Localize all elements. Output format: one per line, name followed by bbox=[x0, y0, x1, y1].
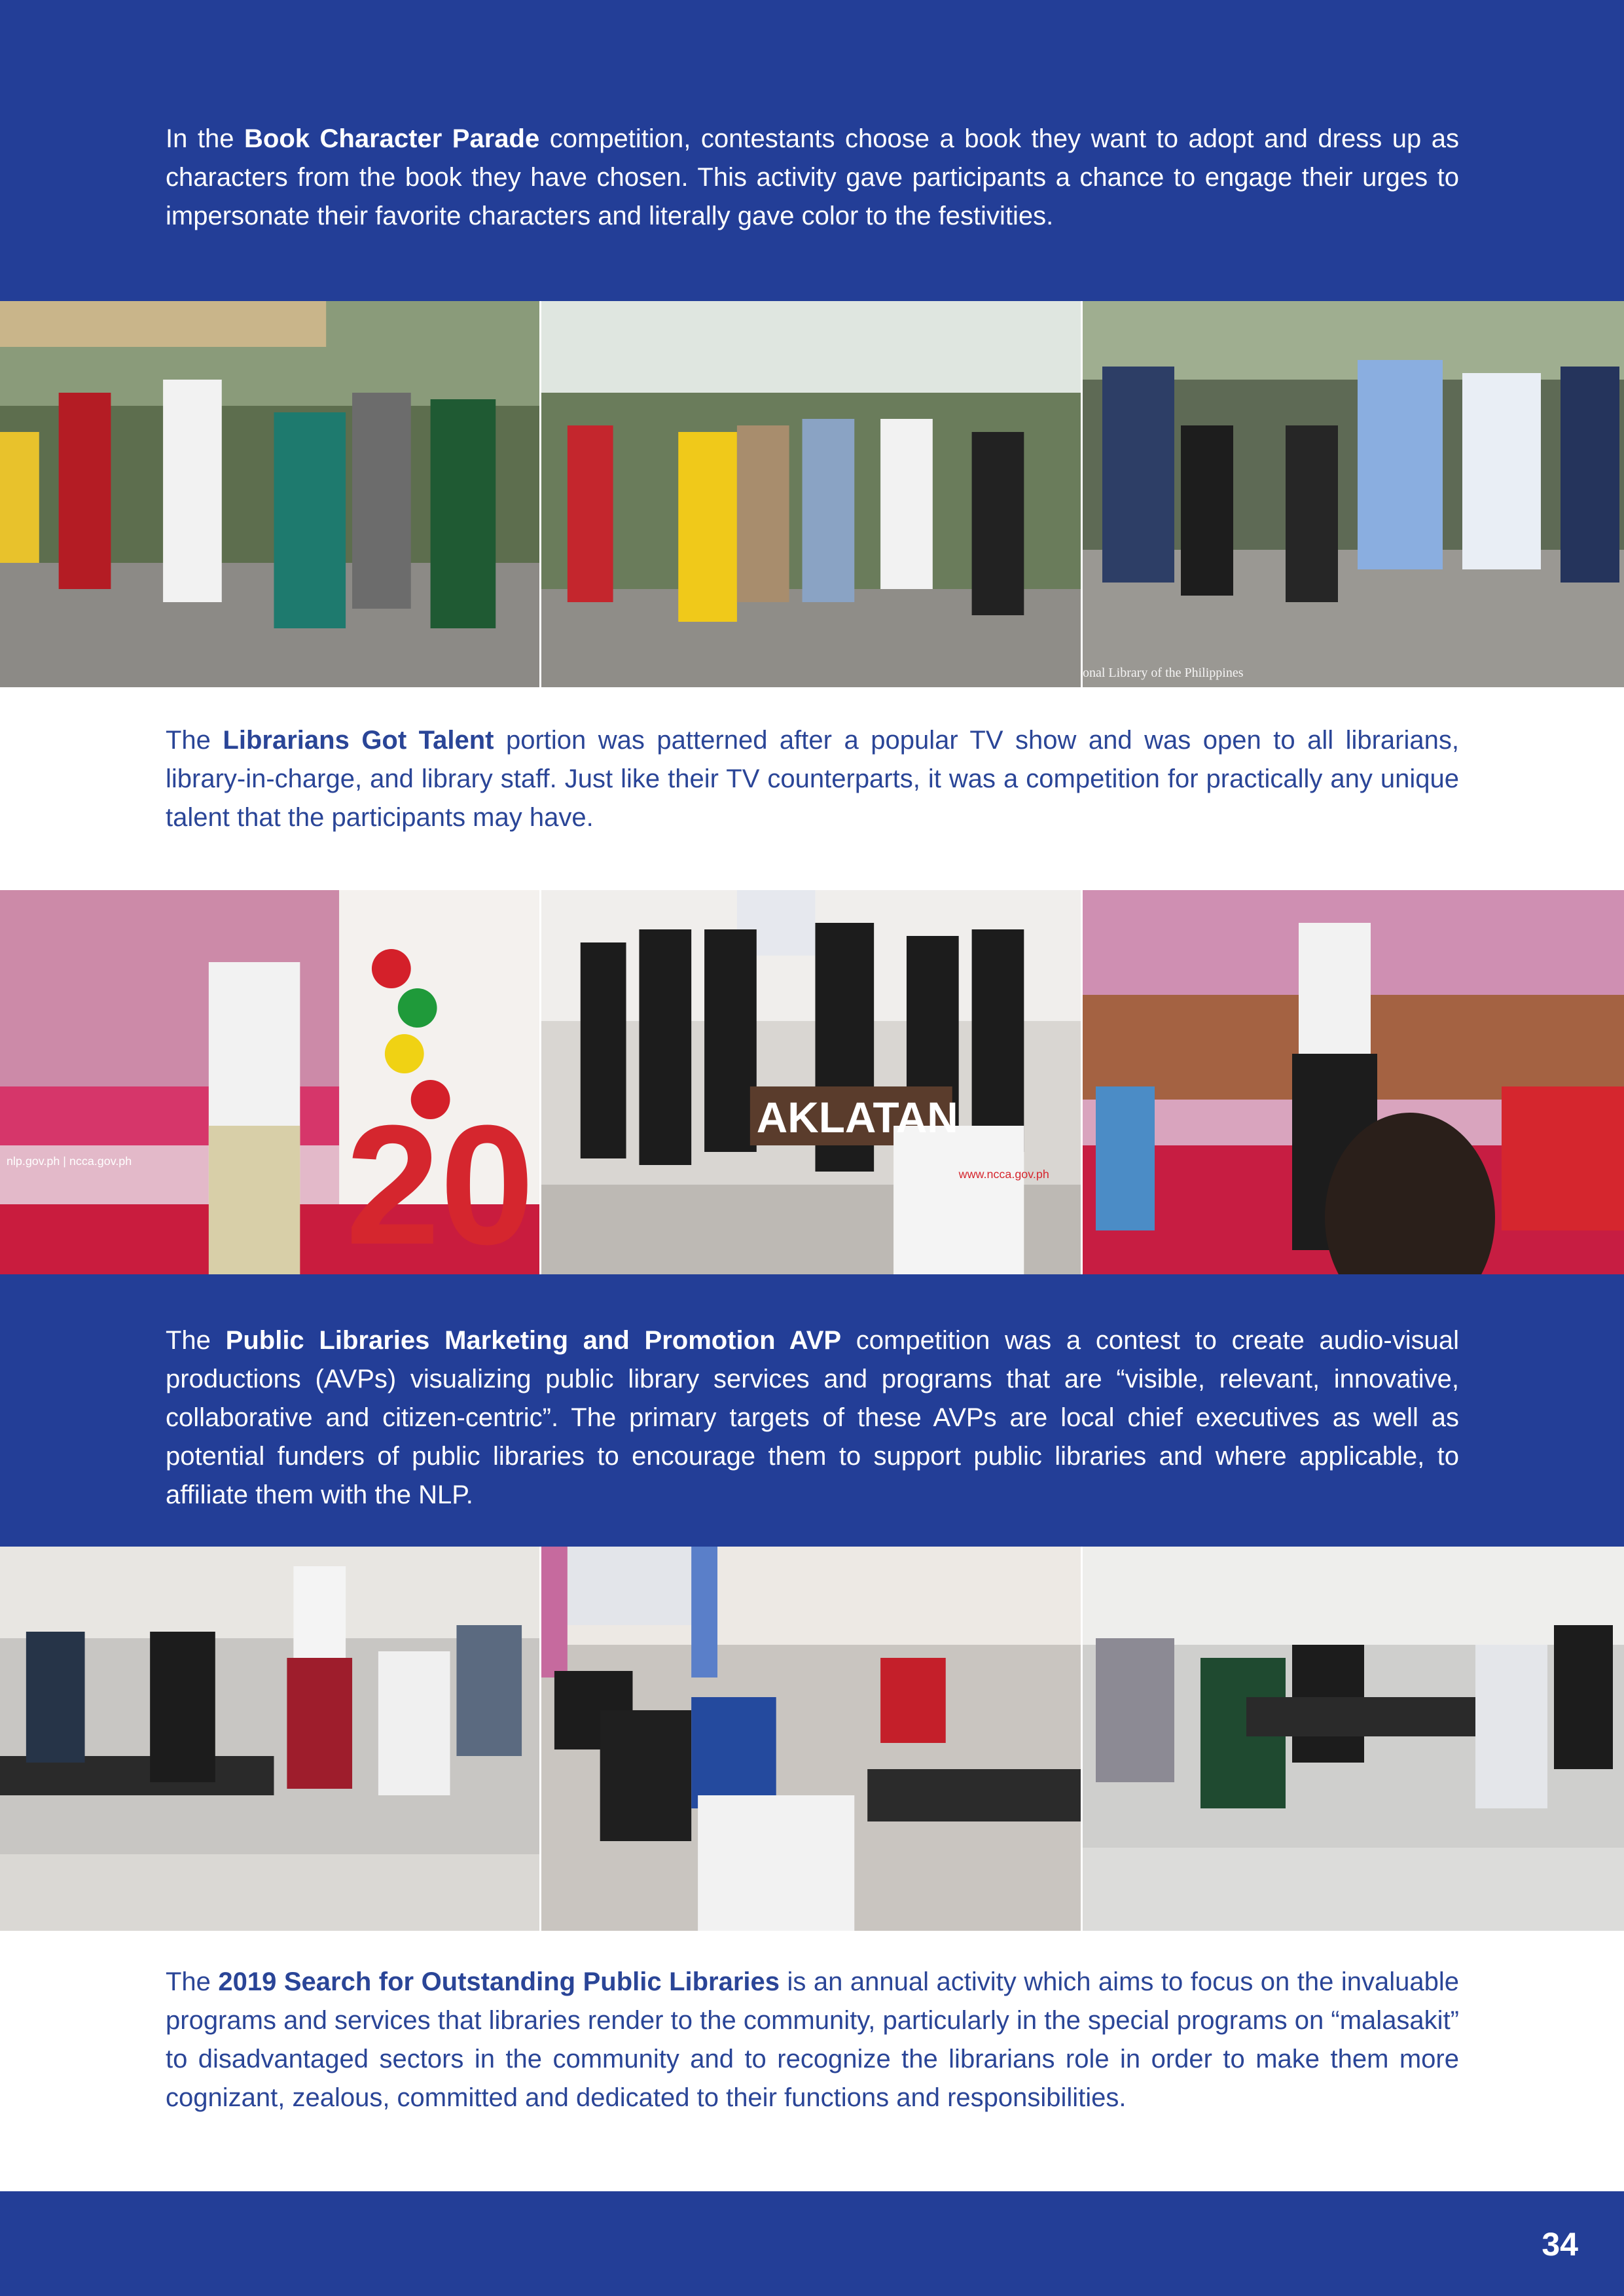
bold-term: Book Character Parade bbox=[244, 124, 540, 153]
audience-photo-3 bbox=[1083, 1547, 1624, 1931]
audience-photo-2 bbox=[541, 1547, 1083, 1931]
bold-term: 2019 Search for Outstanding Public Libraries bbox=[218, 1967, 780, 1996]
book-character-parade-paragraph: In the Book Character Parade competition, contestants choose a book they want to adopt and dress up as characters from the book they have chosen. This activity gave participants a chance to engage their urges to impersonate their favorite characters and literally gave color to the festivities. bbox=[166, 124, 1459, 230]
footer-band bbox=[0, 2191, 1624, 2296]
search-outstanding-libraries-paragraph: The 2019 Search for Outstanding Public Libraries is an annual activity which aims to focus on the invaluable programs and services that libraries render to the community, particularly in the special programs on “malasakit” to disadvantaged sectors in the community and to recognize the librarians role in order to make them more cognizant, zealous, committed and dedicated to their functions and responsibilities. bbox=[166, 1967, 1459, 2112]
aklatan-sign: AKLATAN bbox=[756, 1092, 958, 1142]
talent-band bbox=[0, 687, 1624, 890]
parade-photo-row bbox=[0, 301, 1624, 687]
parade-photo-2 bbox=[541, 301, 1083, 687]
parade-photo-1 bbox=[0, 301, 541, 687]
talent-photo-3 bbox=[1083, 890, 1624, 1274]
talent-photo-row bbox=[0, 890, 1624, 1274]
talent-photo-2 bbox=[541, 890, 1083, 1274]
talent-url-left: nlp.gov.ph | ncca.gov.ph bbox=[6, 1154, 132, 1168]
librarians-got-talent-paragraph: The Librarians Got Talent portion was patterned after a popular TV show and was open to all librarians, library-in-charge, and library staff. Just like their TV counterparts, it was a competition for practically any unique talent that the participants may have. bbox=[166, 726, 1459, 832]
intro-band bbox=[0, 0, 1624, 301]
audience-photo-row bbox=[0, 1547, 1624, 1931]
parade-photo-3 bbox=[1083, 301, 1624, 687]
talent-number-graphic: 20 bbox=[346, 1089, 535, 1274]
audience-photo-1 bbox=[0, 1547, 541, 1931]
search-band bbox=[0, 1931, 1624, 2191]
bold-term: Public Libraries Marketing and Promotion AVP bbox=[225, 1326, 842, 1355]
page-number: 34 bbox=[1542, 2226, 1578, 2263]
parade-photo-caption: onal Library of the Philippines bbox=[1083, 666, 1244, 680]
talent-photo-1 bbox=[0, 890, 541, 1274]
avp-band bbox=[0, 1274, 1624, 1547]
bold-term: Librarians Got Talent bbox=[223, 726, 494, 755]
marketing-promotion-avp-paragraph: The Public Libraries Marketing and Promotion AVP competition was a contest to create audio-visual productions (AVPs) visualizing public library services and programs that are “visible, relevant, innovative, collaborative and citizen-centric”. The primary targets of these AVPs are local chief executives as well as potential funders of public libraries to encourage them to support public libraries and where applicable, to affiliate them with the NLP. bbox=[166, 1326, 1459, 1509]
talent-url-right: www.ncca.gov.ph bbox=[958, 1167, 1049, 1181]
